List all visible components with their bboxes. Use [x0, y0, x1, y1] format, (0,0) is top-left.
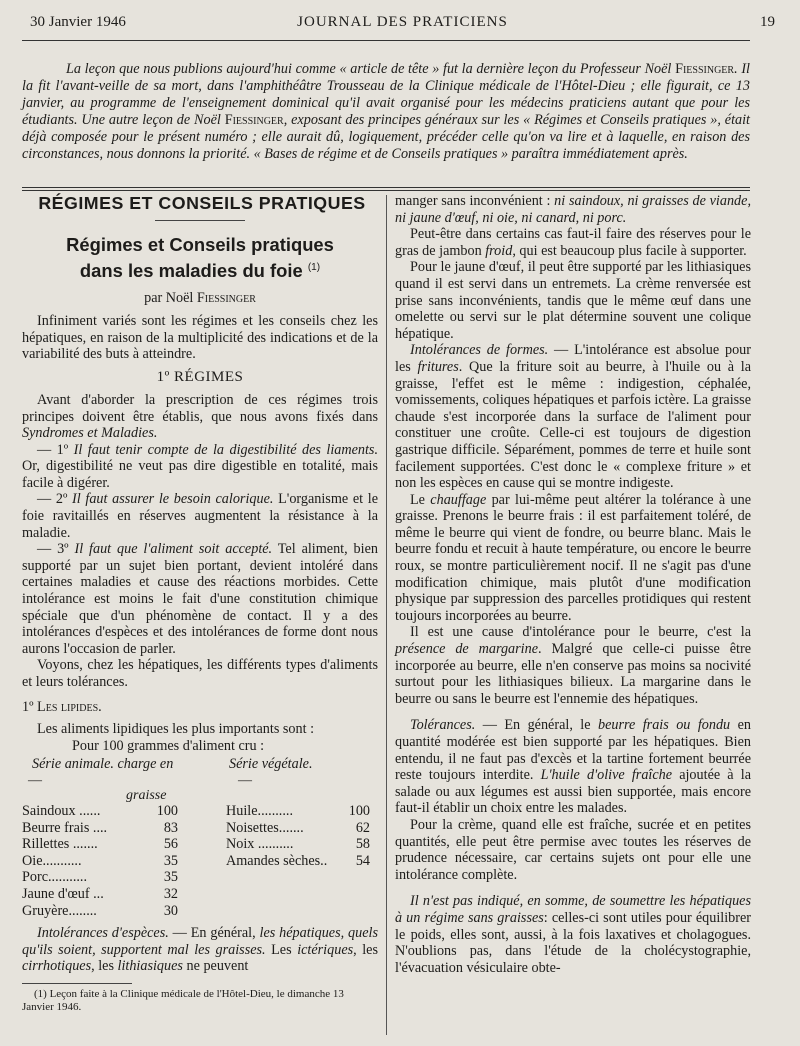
- food-name: Jaune d'œuf ...: [22, 885, 104, 902]
- section-rule: [155, 220, 245, 221]
- table-row: [200, 820, 378, 837]
- paragraph: Le chauffage par lui-même peut altérer la tolérance à une graisse. Prenons le beurre frais : il est parfaitement toléré, de même le beurre qui vient de fondre, ou beurre blanc. Mais le beurre fondu et recuit à haute température, ou encore le beurre roux, se montre particulièrement nocif. Il ne s'agit pas d'une modification chimique, mais plutôt d'une modification physique par suppression des parcelles protidiques qui restent toujours incorporées au beurre.: [395, 491, 751, 624]
- column-divider: [386, 195, 387, 1035]
- table-row: [22, 903, 200, 920]
- food-name: Noisettes.......: [226, 819, 304, 836]
- table-row: [200, 836, 378, 853]
- subheading-lipides: 1º Les lipides.: [22, 698, 102, 715]
- subheading-regimes: 1º RÉGIMES: [156, 368, 244, 385]
- food-name: Huile..........: [226, 802, 293, 819]
- food-name: Saindoux ......: [22, 802, 101, 819]
- fat-value: 32: [163, 885, 178, 902]
- paragraph: — 1º Il faut tenir compte de la digestibilité des liaments. Or, digestibilité ne veut pas dire digestible en totalité, mais facile à digérer.: [22, 441, 378, 491]
- header-rule: [22, 40, 750, 41]
- footnote-rule: [22, 983, 132, 984]
- fat-value: 35: [163, 852, 178, 869]
- food-name: Amandes sèches..: [226, 852, 328, 869]
- paragraph: Il n'est pas indiqué, en somme, de soumettre les hépatiques à un régime sans graisses: celles-ci sont utiles pour équilibrer le poids, elles sont, aussi, à la fois laxatives et cholagogues. N'oublions pas, dans l'étude de la cholécystographie, l'évacuation vésiculaire obte-: [395, 893, 752, 976]
- animal-series-column: [22, 803, 200, 919]
- table-row: [22, 869, 200, 886]
- article-title: Régimes et Conseils pratiques dans les maladies du foie $^{(1)}$: [66, 234, 334, 282]
- food-name: Oie...........: [22, 852, 82, 869]
- fat-value: 35: [163, 869, 178, 886]
- paragraph: Pour le jaune d'œuf, il peut être supporté par les lithiasiques quand il est servi dans un entremets. La crème renversée est prise sans inconvénients, tandis que le même œuf dans une omelette ou servi sur le plat détermine souvent une colique hépatique.: [395, 259, 751, 342]
- paragraph: — 3º Il faut que l'aliment soit accepté. Tel aliment, bien supporté par un sujet bien portant, devient intoléré dans certaines maladies et cause des réactions morbides. Cette intolérance est moins le fait d'une constitution chimique spéciale que d'un phénomène de contact. Il y a des intolérances d'espèces et des intolérances de forme dont nous aurons l'occasion de parler.: [22, 541, 378, 657]
- editorial-intro: La leçon que nous publions aujourd'hui comme « article de tête » fut la dernière leçon du Professeur Noël Fiessinger. Il la fit l'avant-veille de sa mort, dans l'amphithéâtre Trousseau de la Clinique médicale de l'Hôtel-Dieu ; elle figurait, ce 13 janvier, au programme de l'enseignement dominical qu'il avait organisé pour les médecins praticiens autant que pour les étudiants. Une autre leçon de Noël Fiessinger, exposant des principes généraux sur les « Régimes et Conseils pratiques », était déjà composée pour le présent numéro ; elle aurait dû, logiquement, précéder celle qu'on va lire et à laquelle, en raison des circonstances, nous donnons la priorité. « Bases de régime et de Conseils pratiques » paraîtra immédiatement après.: [22, 61, 750, 162]
- table-row: [22, 853, 200, 870]
- table-row: [22, 803, 200, 820]
- right-column: [395, 193, 751, 1046]
- paragraph: Les aliments lipidiques les plus importants sont :: [37, 721, 315, 738]
- page-number: 19: [760, 14, 775, 30]
- paragraph: — 2º Il faut assurer le besoin calorique. L'organisme et le foie ravitaillés en réserves augmentent la résistance à la maladie.: [22, 491, 378, 541]
- fat-value: 62: [355, 819, 370, 836]
- table-row: [200, 803, 378, 820]
- fat-value: 100: [156, 802, 178, 819]
- fat-value: 83: [163, 819, 178, 836]
- food-name: Porc...........: [22, 869, 88, 886]
- running-header: [30, 14, 775, 36]
- food-name: Beurre frais ....: [22, 819, 108, 836]
- table-row: [22, 886, 200, 903]
- left-column: [22, 193, 378, 1046]
- paragraph: Peut-être dans certains cas faut-il faire des réserves pour le gras de jambon froid, qui est beaucoup plus facile à supporter.: [395, 226, 751, 259]
- table-row: [22, 836, 200, 853]
- fat-value: 56: [163, 836, 178, 853]
- journal-title: JOURNAL DES PRATICIENS: [297, 14, 508, 30]
- paragraph: Intolérances d'espèces. — En général, les hépatiques, quels qu'ils soient, supportent mal les graisses. Les ictériques, les cirrhotiques, les lithiasiques ne peuvent: [22, 925, 378, 975]
- food-name: Noix ..........: [226, 836, 294, 853]
- paragraph: Intolérances de formes. — L'intolérance est absolue pour les fritures. Que la friture soit au beurre, à l'huile ou à la graisse, l'effet est le même : indigestion, céphalée, vomissements, coliques hépatiques et parfois ictère. La graisse chaude s'est incorporée dans la surface de l'aliment pour constituer une croûte. Celle-ci est toujours de digestion gastrique difficile. Séparément, pommes de terre et huile sont facilement supportées. C'est donc le « complexe friture » et non les espèces en cause qui se montre indigeste.: [395, 342, 751, 492]
- paragraph: Voyons, chez les hépatiques, les différents types d'aliments et leurs tolérances.: [22, 657, 378, 690]
- intro-rule-double: [22, 190, 750, 191]
- table-header: Série animale. charge en Série végétale.: [32, 756, 313, 773]
- header-date: 30 Janvier 1946: [30, 14, 126, 30]
- vegetal-series-column: [200, 803, 378, 919]
- table-subheader: —graisse —: [28, 772, 252, 803]
- paragraph: Tolérances. — En général, le beurre frais ou fondu en quantité modérée est bien supporté par les hépatiques. Bien entendu, il ne faut pas d'excès et la tartine fortement beurrée reste toujours interdite. L'huile d'olive fraîche ajoutée à la salade ou aux légumes est aussi bien supportée, mais encore faut-il établir un choix entre les malades.: [395, 717, 751, 817]
- lipid-table: [22, 803, 378, 919]
- paragraph: Pour la crème, quand elle est fraîche, sucrée et en petites quantités, elle peut être permise avec toutes les réserves de prudence nécessaire, car certains sujets ont pour elle une intolérance complète.: [395, 816, 751, 883]
- footnote: (1) Leçon faite à la Clinique médicale de l'Hôtel-Dieu, le dimanche 13 Janvier 1946.: [22, 987, 344, 1014]
- paragraph: Avant d'aborder la prescription de ces régimes trois principes doivent être établis, que nous avons fixés dans Syndromes et Maladies.: [22, 391, 378, 442]
- paragraph: Pour 100 grammes d'aliment cru :: [72, 737, 265, 754]
- fat-value: 30: [163, 902, 178, 919]
- paragraph: Il est une cause d'intolérance pour le beurre, c'est la présence de margarine. Malgré que celle-ci puisse être incorporée au beurre, elle n'en conserve pas moins sa nocivité surtout pour les lithiasiques bilieux. La margarine dans le beurre ou sans le beurre est l'ennemie des hépatiques.: [395, 624, 751, 707]
- fat-value: 58: [355, 836, 370, 853]
- food-name: Rillettes .......: [22, 836, 98, 853]
- table-row: [200, 853, 378, 870]
- article-author: par Noël Fiessinger: [144, 290, 256, 307]
- paragraph: Infiniment variés sont les régimes et les conseils chez les hépatiques, en raison de la multiplicité des indications et de la variabilité des buts à atteindre.: [22, 313, 378, 363]
- section-title: RÉGIMES ET CONSEILS PRATIQUES: [38, 193, 366, 213]
- fat-value: 100: [348, 802, 370, 819]
- table-row: [22, 820, 200, 837]
- paragraph: manger sans inconvénient : ni saindoux, ni graisses de viande, ni jaune d'œuf, ni oie, ni canard, ni porc.: [395, 193, 751, 226]
- food-name: Gruyère........: [22, 902, 97, 919]
- intro-rule: [22, 187, 750, 188]
- fat-value: 54: [355, 852, 370, 869]
